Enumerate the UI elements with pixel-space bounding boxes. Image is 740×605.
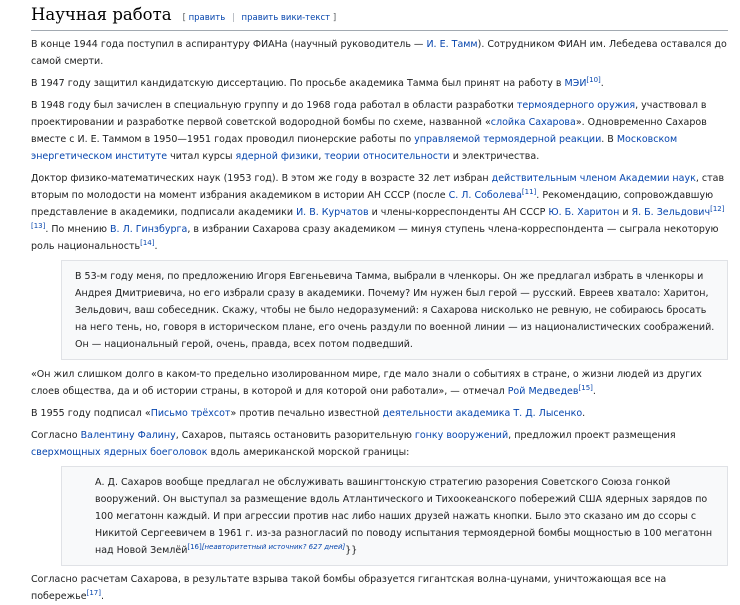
- blockquote-ginzburg: [61, 260, 728, 360]
- paragraph-6: [31, 405, 728, 422]
- p6-text-3: .: [582, 408, 586, 419]
- section-heading: [31, 4, 728, 31]
- p3-text-4: . В: [601, 134, 617, 145]
- link-thermonuclear-weapon[interactable]: термоядерного оружия: [516, 100, 636, 111]
- link-khariton[interactable]: Ю. Б. Харитон: [548, 207, 620, 218]
- p7-text-3: , предложил проект размещения: [508, 430, 676, 441]
- p3-text-3: ». Одновременно Сахаров вместе с И. Е. Таммом в 1950—1951 годах проводил пионерские работы по: [31, 117, 707, 145]
- ref-12[interactable]: [12]: [710, 204, 725, 213]
- ref-13[interactable]: [13]: [31, 221, 46, 230]
- p7-text-4: вдоль американской морской границы:: [207, 447, 410, 458]
- p7-text-2: , Сахаров, пытаясь остановить разорительную: [175, 430, 415, 441]
- p3-text-7: и электричества.: [449, 151, 540, 162]
- blockquote-falin: [61, 466, 728, 566]
- paragraph-4: [31, 170, 728, 255]
- p4-text-5: и: [619, 207, 632, 218]
- link-controlled-fusion[interactable]: управляемой термоядерной реакции: [414, 134, 602, 145]
- edit-link[interactable]: править: [188, 13, 226, 23]
- p3-text-6: ,: [318, 151, 325, 162]
- ref-16[interactable]: [16]: [187, 542, 202, 551]
- p4-text-3: . Рекомендацию, сопровождавшую представление в академики, подписали академики: [31, 190, 714, 218]
- ref-11[interactable]: [11]: [521, 187, 537, 196]
- link-mei[interactable]: МЭИ: [564, 78, 587, 89]
- paragraph-3: [31, 97, 728, 165]
- link-falin[interactable]: Валентину Фалину: [80, 430, 176, 441]
- p4-text-4: и члены-корреспонденты АН СССР: [368, 207, 549, 218]
- quote-2-end: }}: [345, 545, 358, 556]
- edit-open-bracket: [: [182, 13, 186, 23]
- p3-text-2: , участвовал в проектировании и разработке первой советской водородной бомбы по схеме, названной «: [31, 100, 707, 128]
- edit-separator: |: [231, 13, 235, 23]
- link-academy-member[interactable]: действительным членом Академии наук: [491, 173, 696, 184]
- ref-15[interactable]: [15]: [578, 383, 593, 392]
- link-sloika[interactable]: слойка Сахарова: [490, 117, 576, 128]
- p4-text-7: , в избрании Сахарова сразу академиком — минуя ступень члена-корреспондента — сыграла некоторую роль национальность: [31, 224, 719, 252]
- link-sobolev[interactable]: С. Л. Соболева: [448, 190, 522, 201]
- link-tamm[interactable]: И. Е. Тамм: [426, 39, 478, 50]
- p4-text-1: Доктор физико-математических наук (1953 год). В этом же году в возрасте 32 лет избран: [31, 173, 492, 184]
- link-zeldovich[interactable]: Я. Б. Зельдович: [631, 207, 711, 218]
- p3-text-5: читал курсы: [167, 151, 236, 162]
- p3-text-1: В 1948 году был зачислен в специальную группу и до 1968 года работал в области разработки: [31, 100, 517, 111]
- p2-end: .: [600, 78, 604, 89]
- link-nuclear-physics[interactable]: ядерной физики: [235, 151, 319, 162]
- link-mpei[interactable]: Московском энергетическом институте: [31, 134, 678, 162]
- quote-2-text: А. Д. Сахаров вообще предлагал не обслуживать вашингтонскую стратегию разорения Советского Союза гонкой вооружений. Он выступал за размещение вдоль Атлантического и Тихоокеанского побережий США ядерных зарядов по 100 мегатонн каждый. И при агрессии против нас либо наших друзей нажать кнопки. Было это сказано им до ссоры с Никитой Сергеевичем в 1961 г. из-за разногласий по поводу испытания термоядерной бомбы мощностью в 100 мегатонн над Новой Землёй: [95, 477, 713, 556]
- edit-section-links: [183, 10, 337, 27]
- p8-end: .: [100, 591, 105, 602]
- link-lysenko[interactable]: деятельности академика Т. Д. Лысенко: [382, 408, 583, 419]
- p5-end: .: [592, 386, 596, 397]
- section-title: Научная работа: [31, 5, 172, 24]
- quote-1-text: В 53-м году меня, по предложению Игоря Евгеньевича Тамма, выбрали в членкоры. Он же предлагал избрать в членкоры и Андрея Дмитриевича, но его избрали сразу в академики. Почему? Им нужен был герой — русский. Евреев хватало: Харитон, Зельдович, ваш собеседник. Скажу, чтобы не было недоразумений: я Сахарова нисколько не ревную, не собираюсь бросать на него тень, но, говоря в историческом плане, его очень раздули по военной линии — из националистических соображений. Он — национальный герой, очень, правда, всех потом подведший.: [75, 271, 715, 350]
- p2-text: В 1947 году защитил кандидатскую диссертацию. По просьбе академика Тамма был принят на работу в: [31, 78, 565, 89]
- link-letter-300[interactable]: Письмо трёхсот: [150, 408, 231, 419]
- edit-close-bracket: ]: [332, 13, 337, 23]
- p4-text-2: , став вторым по молодости на момент избрания академиком в истории АН СССР (после: [31, 173, 725, 201]
- p1-text: В конце 1944 года поступил в аспирантуру ФИАНа (научный руководитель —: [31, 39, 427, 50]
- edit-wikitext-link[interactable]: править вики-текст: [241, 13, 331, 23]
- paragraph-8: [31, 571, 728, 605]
- link-arms-race[interactable]: гонку вооружений: [414, 430, 509, 441]
- ref-14[interactable]: [14]: [140, 238, 155, 247]
- p6-text-2: » против печально известной: [230, 408, 383, 419]
- link-warheads[interactable]: сверхмощных ядерных боеголовок: [31, 447, 208, 458]
- p4-text-6: . По мнению: [45, 224, 111, 235]
- link-relativity[interactable]: теории относительности: [324, 151, 450, 162]
- paragraph-7: [31, 427, 728, 461]
- link-medvedev[interactable]: Рой Медведев: [507, 386, 579, 397]
- paragraph-1: [31, 36, 728, 70]
- article-section: [0, 4, 740, 605]
- p5-text: «Он жил слишком долго в каком-то предельно изолированном мире, где мало знали о событиях в стране, о жизни людей из других слоев общества, да и об истории страны, в которой и для которой они работали», — отмечал: [31, 369, 702, 397]
- p1-end: ). Сотрудником ФИАН им. Лебедева оставался до самой смерти.: [31, 39, 727, 67]
- p7-text-1: Согласно: [31, 430, 81, 441]
- link-kurchatov[interactable]: И. В. Курчатов: [296, 207, 369, 218]
- ref-10[interactable]: [10]: [586, 75, 601, 84]
- p6-text-1: В 1955 году подписал «: [31, 408, 151, 419]
- p8-text: Согласно расчетам Сахарова, в результате взрыва такой бомбы образуется гигантская волна-цунами, уничтожающая все на побережье: [31, 574, 667, 602]
- unreliable-source-note[interactable]: [неавторитетный источник? 627 дней]: [201, 542, 346, 551]
- paragraph-5: [31, 366, 728, 400]
- paragraph-2: [31, 75, 728, 92]
- ref-17[interactable]: [17]: [86, 588, 101, 597]
- p4-text-8: .: [154, 241, 158, 252]
- link-ginzburg[interactable]: В. Л. Гинзбурга: [110, 224, 188, 235]
